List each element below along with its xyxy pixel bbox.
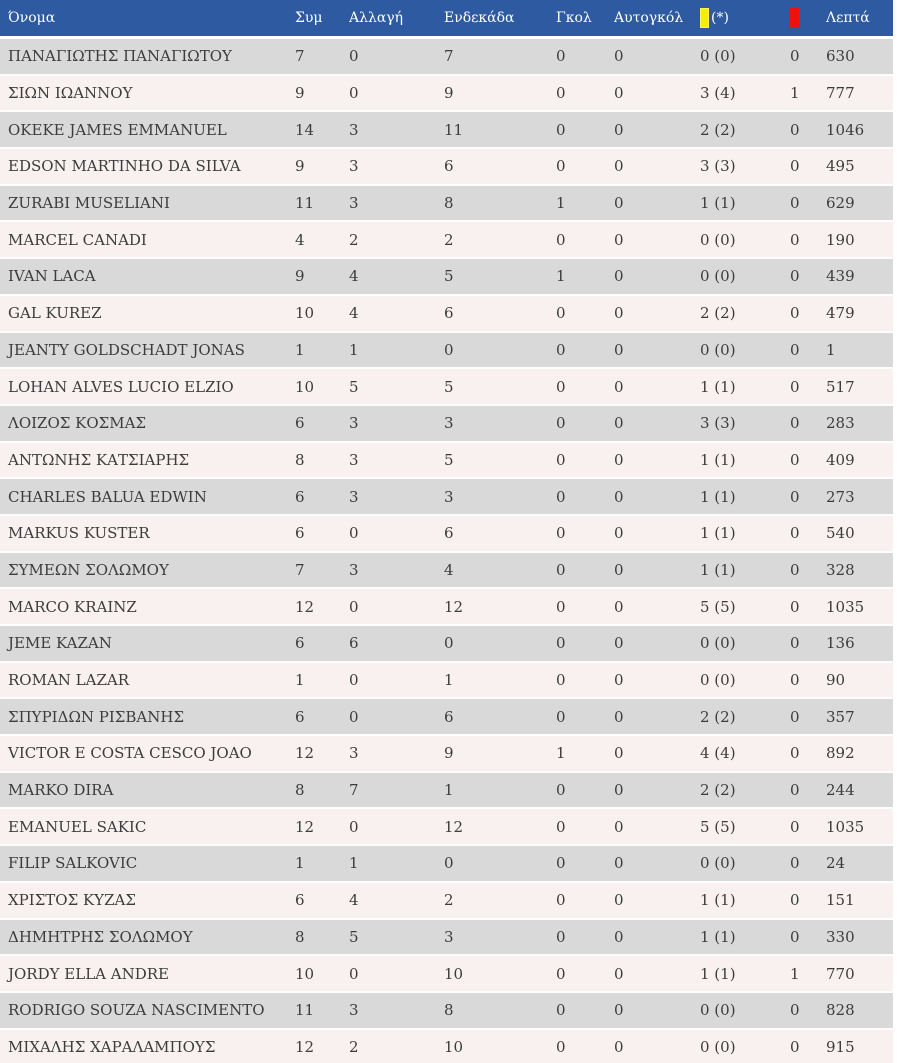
yellow-cards: 1 (1): [700, 377, 736, 396]
yellow-cards: 0 (0): [700, 267, 736, 286]
own-goals: 0: [614, 304, 624, 323]
yellow-cards: 0 (0): [700, 1001, 736, 1020]
goals: 0: [556, 487, 566, 506]
goals: 0: [556, 671, 566, 690]
substitutions: 4: [349, 267, 359, 286]
starting-eleven: 12: [444, 817, 464, 836]
red-cards: 0: [790, 634, 800, 653]
yellow-cards: 1 (1): [700, 927, 736, 946]
table-row: [0, 406, 893, 441]
own-goals: 0: [614, 377, 624, 396]
red-cards: 0: [790, 230, 800, 249]
table-row: [0, 112, 893, 147]
yellow-cards: 1 (1): [700, 194, 736, 213]
goals: 0: [556, 340, 566, 359]
table-row: [0, 296, 893, 331]
column-header-starting-eleven: Ενδεκάδα: [444, 10, 515, 26]
goals: 0: [556, 781, 566, 800]
player-name: EMANUEL SAKIC: [8, 817, 147, 836]
yellow-cards: 2 (2): [700, 304, 736, 323]
own-goals: 0: [614, 414, 624, 433]
appearances: 1: [295, 671, 305, 690]
column-header-substitutions: Αλλαγή: [349, 10, 404, 26]
own-goals: 0: [614, 1001, 624, 1020]
minutes: 273: [826, 487, 855, 506]
substitutions: 2: [349, 1037, 359, 1056]
minutes: 151: [826, 891, 855, 910]
appearances: 12: [295, 1037, 315, 1056]
red-cards: 0: [790, 781, 800, 800]
minutes: 328: [826, 560, 855, 579]
minutes: 1035: [826, 817, 865, 836]
red-cards: 0: [790, 120, 800, 139]
starting-eleven: 9: [444, 744, 454, 763]
own-goals: 0: [614, 854, 624, 873]
substitutions: 7: [349, 781, 359, 800]
appearances: 11: [295, 1001, 315, 1020]
table-body: [0, 39, 893, 1063]
goals: 0: [556, 414, 566, 433]
player-name: JEME KAZAN: [8, 634, 112, 653]
yellow-cards: 3 (4): [700, 84, 736, 103]
substitutions: 0: [349, 964, 359, 983]
red-cards: 0: [790, 1001, 800, 1020]
goals: 0: [556, 84, 566, 103]
player-name: FILIP SALKOVIC: [8, 854, 138, 873]
yellow-cards: 1 (1): [700, 560, 736, 579]
yellow-card-icon: [700, 8, 709, 28]
substitutions: 4: [349, 891, 359, 910]
starting-eleven: 7: [444, 47, 454, 66]
own-goals: 0: [614, 671, 624, 690]
player-name: ROMAN LAZAR: [8, 671, 130, 690]
red-cards: 0: [790, 524, 800, 543]
own-goals: 0: [614, 964, 624, 983]
table-row: [0, 736, 893, 771]
starting-eleven: 6: [444, 157, 454, 176]
appearances: 7: [295, 47, 305, 66]
red-cards: 0: [790, 267, 800, 286]
table-row: [0, 589, 893, 624]
substitutions: 3: [349, 560, 359, 579]
table-row: [0, 773, 893, 808]
substitutions: 0: [349, 47, 359, 66]
substitutions: 0: [349, 524, 359, 543]
own-goals: 0: [614, 47, 624, 66]
player-name: ΣΠΥΡΙΔΩΝ ΡΙΣΒΑΝΗΣ: [8, 707, 185, 726]
goals: 0: [556, 560, 566, 579]
goals: 0: [556, 707, 566, 726]
starting-eleven: 0: [444, 634, 454, 653]
starting-eleven: 6: [444, 304, 454, 323]
table-row: [0, 846, 893, 881]
yellow-cards: 0 (0): [700, 230, 736, 249]
red-cards: 0: [790, 744, 800, 763]
substitutions: 0: [349, 817, 359, 836]
yellow-cards: 0 (0): [700, 671, 736, 690]
table-row: [0, 1030, 893, 1063]
player-name: MARKO DIRA: [8, 781, 114, 800]
minutes: 439: [826, 267, 855, 286]
substitutions: 5: [349, 927, 359, 946]
table-row: [0, 333, 893, 368]
table-row: [0, 259, 893, 294]
yellow-cards: 1 (1): [700, 450, 736, 469]
starting-eleven: 8: [444, 194, 454, 213]
goals: 0: [556, 854, 566, 873]
appearances: 12: [295, 597, 315, 616]
substitutions: 3: [349, 414, 359, 433]
minutes: 244: [826, 781, 855, 800]
goals: 0: [556, 304, 566, 323]
red-cards: 0: [790, 560, 800, 579]
red-cards: 0: [790, 891, 800, 910]
yellow-cards: 1 (1): [700, 487, 736, 506]
table-row: [0, 149, 893, 184]
substitutions: 1: [349, 340, 359, 359]
starting-eleven: 3: [444, 414, 454, 433]
appearances: 7: [295, 560, 305, 579]
goals: 1: [556, 194, 566, 213]
appearances: 9: [295, 157, 305, 176]
minutes: 479: [826, 304, 855, 323]
starting-eleven: 2: [444, 891, 454, 910]
red-cards: 0: [790, 377, 800, 396]
player-name: ΠΑΝΑΓΙΩΤΗΣ ΠΑΝΑΓΙΩΤΟΥ: [8, 47, 232, 66]
column-header-yellow-cards: [700, 8, 790, 28]
own-goals: 0: [614, 744, 624, 763]
red-cards: 0: [790, 707, 800, 726]
red-cards: 0: [790, 450, 800, 469]
table-row: [0, 516, 893, 551]
red-cards: 0: [790, 414, 800, 433]
starting-eleven: 5: [444, 377, 454, 396]
starting-eleven: 5: [444, 267, 454, 286]
column-header-own-goals: Αυτογκόλ: [614, 10, 684, 26]
appearances: 6: [295, 634, 305, 653]
minutes: 828: [826, 1001, 855, 1020]
appearances: 6: [295, 524, 305, 543]
red-cards: 0: [790, 487, 800, 506]
goals: 0: [556, 1037, 566, 1056]
player-name: ΣΙΩΝ ΙΩΑΝΝΟΥ: [8, 84, 133, 103]
appearances: 10: [295, 964, 315, 983]
own-goals: 0: [614, 120, 624, 139]
minutes: 892: [826, 744, 855, 763]
appearances: 4: [295, 230, 305, 249]
yellow-cards: 2 (2): [700, 707, 736, 726]
own-goals: 0: [614, 340, 624, 359]
own-goals: 0: [614, 487, 624, 506]
yellow-cards: 3 (3): [700, 157, 736, 176]
appearances: 9: [295, 267, 305, 286]
table-row: [0, 626, 893, 661]
player-name: JEANTY GOLDSCHADT JONAS: [8, 340, 245, 359]
player-name: JORDY ELLA ANDRE: [8, 964, 170, 983]
column-header-minutes: Λεπτά: [826, 10, 870, 26]
minutes: 1035: [826, 597, 865, 616]
own-goals: 0: [614, 194, 624, 213]
yellow-cards: 4 (4): [700, 744, 736, 763]
yellow-cards: 5 (5): [700, 817, 736, 836]
substitutions: 2: [349, 230, 359, 249]
yellow-cards: 1 (1): [700, 891, 736, 910]
starting-eleven: 6: [444, 707, 454, 726]
goals: 0: [556, 634, 566, 653]
red-cards: 1: [790, 964, 800, 983]
minutes: 283: [826, 414, 855, 433]
appearances: 6: [295, 891, 305, 910]
minutes: 770: [826, 964, 855, 983]
table-row: [0, 443, 893, 478]
red-cards: 0: [790, 597, 800, 616]
substitutions: 0: [349, 84, 359, 103]
red-cards: 0: [790, 157, 800, 176]
goals: 0: [556, 377, 566, 396]
substitutions: 0: [349, 597, 359, 616]
substitutions: 6: [349, 634, 359, 653]
minutes: 777: [826, 84, 855, 103]
yellow-card-suffix: (*): [711, 10, 729, 26]
own-goals: 0: [614, 1037, 624, 1056]
player-name: ΔΗΜΗΤΡΗΣ ΣΟΛΩΜΟΥ: [8, 927, 193, 946]
own-goals: 0: [614, 157, 624, 176]
goals: 0: [556, 450, 566, 469]
own-goals: 0: [614, 817, 624, 836]
substitutions: 3: [349, 157, 359, 176]
appearances: 8: [295, 927, 305, 946]
starting-eleven: 11: [444, 120, 464, 139]
table-row: [0, 699, 893, 734]
red-cards: 0: [790, 1037, 800, 1056]
table-row: [0, 39, 893, 74]
player-name: MARCEL CANADI: [8, 230, 147, 249]
column-header-name: Όνομα: [8, 10, 56, 26]
minutes: 495: [826, 157, 855, 176]
starting-eleven: 0: [444, 854, 454, 873]
goals: 0: [556, 817, 566, 836]
minutes: 517: [826, 377, 855, 396]
own-goals: 0: [614, 634, 624, 653]
appearances: 1: [295, 854, 305, 873]
player-name: ΣΥΜΕΩΝ ΣΟΛΩΜΟΥ: [8, 560, 169, 579]
player-name: EDSON MARTINHO DA SILVA: [8, 157, 241, 176]
table-row: [0, 553, 893, 588]
starting-eleven: 9: [444, 84, 454, 103]
yellow-cards: 3 (3): [700, 414, 736, 433]
appearances: 14: [295, 120, 315, 139]
yellow-cards: 0 (0): [700, 854, 736, 873]
player-name: IVAN LACA: [8, 267, 96, 286]
appearances: 6: [295, 414, 305, 433]
yellow-cards: 5 (5): [700, 597, 736, 616]
red-cards: 0: [790, 304, 800, 323]
yellow-cards: 0 (0): [700, 340, 736, 359]
own-goals: 0: [614, 230, 624, 249]
substitutions: 3: [349, 450, 359, 469]
substitutions: 5: [349, 377, 359, 396]
red-card-icon: [790, 8, 799, 28]
appearances: 8: [295, 450, 305, 469]
substitutions: 3: [349, 1001, 359, 1020]
minutes: 629: [826, 194, 855, 213]
own-goals: 0: [614, 84, 624, 103]
minutes: 1046: [826, 120, 865, 139]
yellow-cards: 1 (1): [700, 964, 736, 983]
substitutions: 3: [349, 487, 359, 506]
appearances: 1: [295, 340, 305, 359]
starting-eleven: 1: [444, 671, 454, 690]
goals: 0: [556, 157, 566, 176]
substitutions: 4: [349, 304, 359, 323]
own-goals: 0: [614, 707, 624, 726]
yellow-cards: 0 (0): [700, 634, 736, 653]
starting-eleven: 5: [444, 450, 454, 469]
appearances: 12: [295, 817, 315, 836]
column-header-red-cards: [790, 8, 826, 28]
player-name: ΜΙΧΑΛΗΣ ΧΑΡΑΛΑΜΠΟΥΣ: [8, 1037, 216, 1056]
starting-eleven: 4: [444, 560, 454, 579]
substitutions: 3: [349, 744, 359, 763]
starting-eleven: 1: [444, 781, 454, 800]
yellow-cards: 0 (0): [700, 47, 736, 66]
minutes: 357: [826, 707, 855, 726]
column-header-appearances: Συμ: [295, 10, 323, 26]
minutes: 90: [826, 671, 846, 690]
red-cards: 0: [790, 671, 800, 690]
own-goals: 0: [614, 597, 624, 616]
appearances: 12: [295, 744, 315, 763]
yellow-cards: 2 (2): [700, 120, 736, 139]
table-header: [0, 0, 893, 36]
substitutions: 0: [349, 671, 359, 690]
goals: 0: [556, 927, 566, 946]
player-name: MARCO KRAINZ: [8, 597, 137, 616]
player-name: LOHAN ALVES LUCIO ELZIO: [8, 377, 234, 396]
goals: 1: [556, 744, 566, 763]
red-cards: 1: [790, 84, 800, 103]
starting-eleven: 0: [444, 340, 454, 359]
player-name: MARKUS KUSTER: [8, 524, 150, 543]
minutes: 1: [826, 340, 836, 359]
starting-eleven: 3: [444, 487, 454, 506]
minutes: 24: [826, 854, 846, 873]
starting-eleven: 10: [444, 964, 464, 983]
yellow-cards: 1 (1): [700, 524, 736, 543]
yellow-cards: 0 (0): [700, 1037, 736, 1056]
table-row: [0, 369, 893, 404]
minutes: 330: [826, 927, 855, 946]
appearances: 6: [295, 707, 305, 726]
starting-eleven: 3: [444, 927, 454, 946]
goals: 0: [556, 964, 566, 983]
minutes: 915: [826, 1037, 855, 1056]
table-row: [0, 76, 893, 111]
substitutions: 3: [349, 120, 359, 139]
table-row: [0, 809, 893, 844]
minutes: 540: [826, 524, 855, 543]
player-name: CHARLES BALUA EDWIN: [8, 487, 207, 506]
appearances: 10: [295, 377, 315, 396]
goals: 0: [556, 230, 566, 249]
red-cards: 0: [790, 927, 800, 946]
table-row: [0, 663, 893, 698]
starting-eleven: 2: [444, 230, 454, 249]
minutes: 136: [826, 634, 855, 653]
table-row: [0, 186, 893, 221]
table-row: [0, 883, 893, 918]
minutes: 630: [826, 47, 855, 66]
starting-eleven: 12: [444, 597, 464, 616]
own-goals: 0: [614, 560, 624, 579]
player-name: VICTOR E COSTA CESCO JOAO: [8, 744, 252, 763]
goals: 0: [556, 1001, 566, 1020]
player-name: ΛΟΙΖΟΣ ΚΟΣΜΑΣ: [8, 414, 147, 433]
appearances: 11: [295, 194, 315, 213]
goals: 0: [556, 47, 566, 66]
substitutions: 0: [349, 707, 359, 726]
table-row: [0, 479, 893, 514]
own-goals: 0: [614, 781, 624, 800]
minutes: 409: [826, 450, 855, 469]
own-goals: 0: [614, 450, 624, 469]
table-row: [0, 993, 893, 1028]
player-name: GAL KUREZ: [8, 304, 102, 323]
table-row: [0, 222, 893, 257]
player-name: ΧΡΙΣΤΟΣ ΚΥΖΑΣ: [8, 891, 136, 910]
goals: 0: [556, 120, 566, 139]
substitutions: 3: [349, 194, 359, 213]
appearances: 8: [295, 781, 305, 800]
appearances: 9: [295, 84, 305, 103]
red-cards: 0: [790, 194, 800, 213]
red-cards: 0: [790, 47, 800, 66]
own-goals: 0: [614, 524, 624, 543]
substitutions: 1: [349, 854, 359, 873]
own-goals: 0: [614, 927, 624, 946]
table-row: [0, 920, 893, 955]
player-name: OKEKE JAMES EMMANUEL: [8, 120, 227, 139]
column-header-goals: Γκολ: [556, 10, 592, 26]
player-name: ZURABI MUSELIANI: [8, 194, 170, 213]
goals: 0: [556, 524, 566, 543]
starting-eleven: 10: [444, 1037, 464, 1056]
goals: 0: [556, 597, 566, 616]
goals: 1: [556, 267, 566, 286]
table-row: [0, 956, 893, 991]
red-cards: 0: [790, 817, 800, 836]
own-goals: 0: [614, 891, 624, 910]
goals: 0: [556, 891, 566, 910]
player-name: ΑΝΤΩΝΗΣ ΚΑΤΣΙΑΡΗΣ: [8, 450, 190, 469]
yellow-cards: 2 (2): [700, 781, 736, 800]
appearances: 6: [295, 487, 305, 506]
starting-eleven: 8: [444, 1001, 454, 1020]
starting-eleven: 6: [444, 524, 454, 543]
appearances: 10: [295, 304, 315, 323]
minutes: 190: [826, 230, 855, 249]
player-name: RODRIGO SOUZA NASCIMENTO: [8, 1001, 265, 1020]
own-goals: 0: [614, 267, 624, 286]
red-cards: 0: [790, 340, 800, 359]
red-cards: 0: [790, 854, 800, 873]
